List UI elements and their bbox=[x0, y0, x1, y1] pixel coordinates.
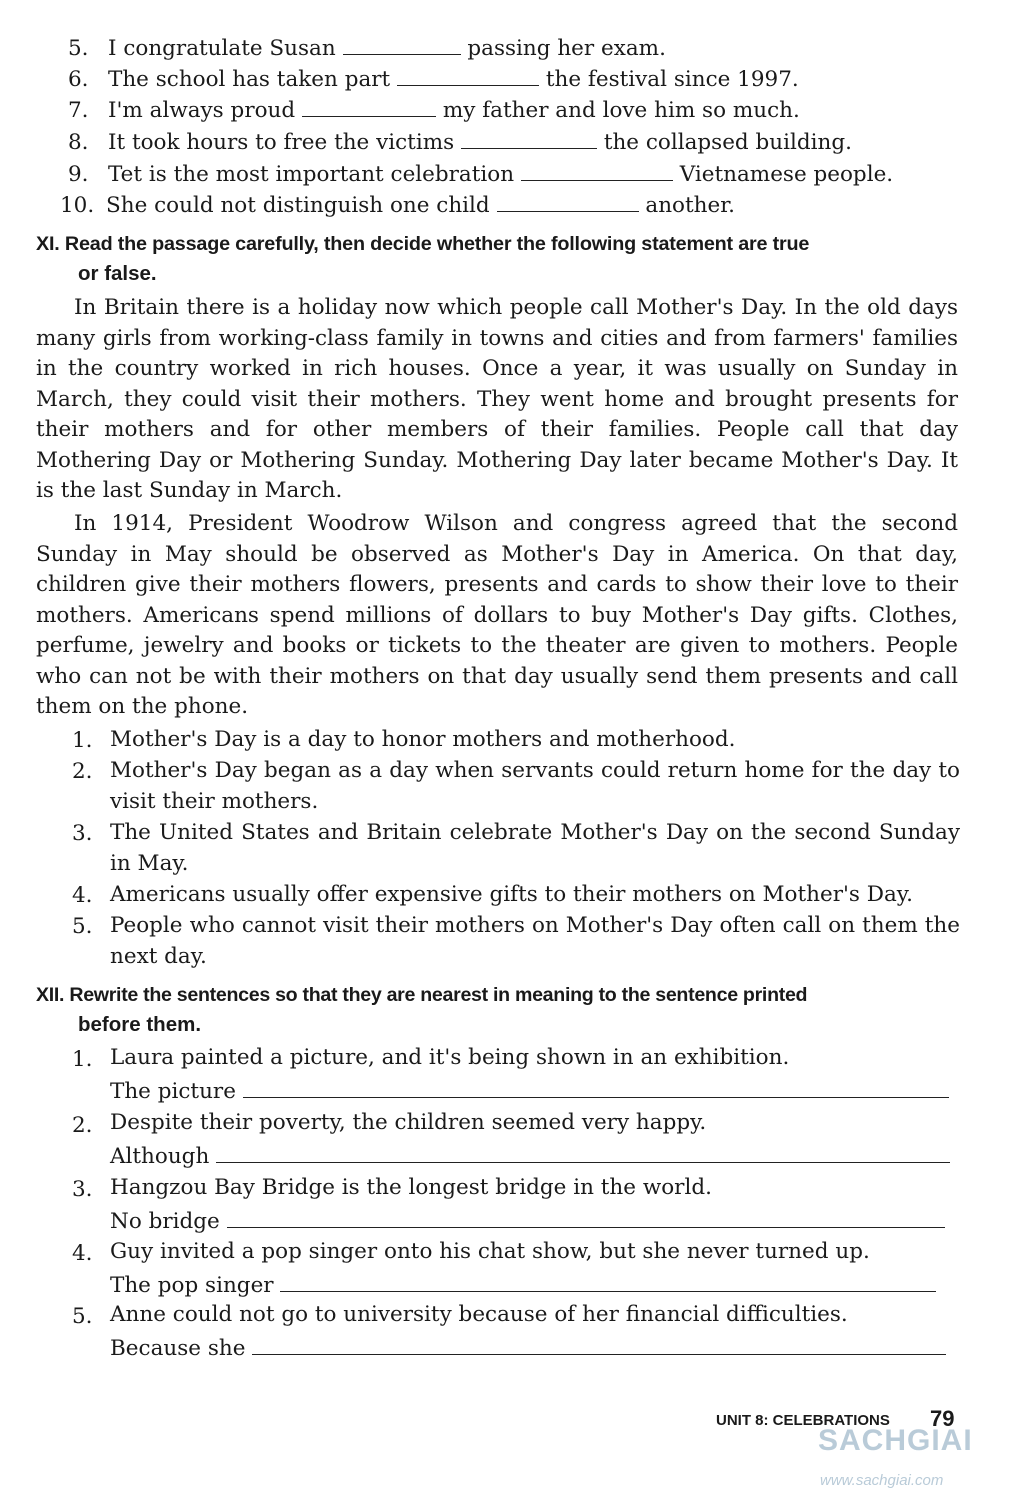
fill-item-before: She could not distinguish one child bbox=[106, 193, 490, 218]
fill-item-num: 7. bbox=[68, 98, 89, 123]
fill-item-num: 5. bbox=[68, 36, 89, 61]
rewrite-answer-line[interactable] bbox=[227, 1209, 945, 1228]
fill-item-num: 10. bbox=[60, 193, 95, 218]
fill-blank[interactable] bbox=[302, 98, 436, 117]
fill-item bbox=[108, 129, 852, 157]
rewrite-prompt: Although bbox=[110, 1144, 210, 1169]
fill-item-after: another. bbox=[645, 193, 735, 218]
fill-item bbox=[108, 97, 800, 125]
fill-item-after: Vietnamese people. bbox=[679, 162, 894, 187]
rewrite-prompt-row bbox=[110, 1208, 945, 1236]
fill-blank[interactable] bbox=[397, 67, 539, 86]
rewrite-num: 3. bbox=[72, 1177, 93, 1202]
fill-item-before: I'm always proud bbox=[108, 98, 296, 123]
fill-item-after: the festival since 1997. bbox=[545, 67, 799, 92]
rewrite-prompt: The picture bbox=[110, 1079, 236, 1104]
rewrite-num: 1. bbox=[72, 1047, 93, 1072]
rewrite-sentence: Anne could not go to university because of her financial difficulties. bbox=[110, 1302, 848, 1327]
watermark-url: www.sachgiai.com bbox=[820, 1472, 944, 1489]
fill-item-before: I congratulate Susan bbox=[108, 36, 336, 61]
rewrite-prompt: No bridge bbox=[110, 1209, 220, 1234]
statement-text: Mother's Day began as a day when servants could return home for the day to visit their mothers. bbox=[110, 758, 960, 814]
rewrite-prompt: Because she bbox=[110, 1336, 246, 1361]
statement-text: People who cannot visit their mothers on Mother's Day often call on them the next day. bbox=[110, 913, 960, 969]
statement-text: Mother's Day is a day to honor mothers and motherhood. bbox=[110, 727, 736, 752]
statement-num: 1. bbox=[72, 728, 93, 753]
fill-item-before: It took hours to free the victims bbox=[108, 130, 455, 155]
rewrite-answer-line[interactable] bbox=[280, 1273, 936, 1292]
passage-paragraph-1: In Britain there is a holiday now which people call Mother's Day. In the old days many girls from working-class family in towns and cities and from farmers' families in the country worked in rich houses. Once a year, it was usually on Sunday in March, they could visit their mothers. They went home and brought presents for their mothers and for other members of their families. People call that day Mothering Day or Mothering Sunday. Mothering Day later became Mother's Day. It is the last Sunday in March. bbox=[36, 295, 958, 503]
statement-text: The United States and Britain celebrate Mother's Day on the second Sunday in May. bbox=[110, 820, 960, 876]
rewrite-answer-line[interactable] bbox=[216, 1144, 950, 1163]
passage-paragraph-2: In 1914, President Woodrow Wilson and congress agreed that the second Sunday in May should be observed as Mother's Day in America. On that day, children give their mothers flowers, presents and cards to show their love to their mothers. Americans spend millions of dollars to buy Mother's Day gifts. Clothes, perfume, jewelry and books or tickets to the theater are given to mothers. People who can not be with their mothers on that day usually send them presents and call them on the phone. bbox=[36, 511, 958, 719]
rewrite-answer-line[interactable] bbox=[252, 1336, 946, 1355]
rewrite-prompt-row bbox=[110, 1078, 949, 1106]
rewrite-num: 4. bbox=[72, 1241, 93, 1266]
fill-item bbox=[108, 161, 893, 189]
statement-text: Americans usually offer expensive gifts to their mothers on Mother's Day. bbox=[110, 882, 913, 907]
rewrite-sentence: Laura painted a picture, and it's being shown in an exhibition. bbox=[110, 1045, 790, 1070]
fill-blank[interactable] bbox=[521, 162, 673, 181]
rewrite-sentence: Despite their poverty, the children seemed very happy. bbox=[110, 1110, 707, 1135]
fill-item-after: my father and love him so much. bbox=[442, 98, 800, 123]
rewrite-prompt: The pop singer bbox=[110, 1273, 274, 1298]
unit-label: UNIT 8: CELEBRATIONS bbox=[716, 1412, 890, 1429]
fill-item bbox=[108, 35, 666, 63]
rewrite-answer-line[interactable] bbox=[243, 1079, 949, 1098]
rewrite-sentence: Guy invited a pop singer onto his chat show, but she never turned up. bbox=[110, 1239, 870, 1264]
fill-item-num: 6. bbox=[68, 67, 89, 92]
fill-item-after: passing her exam. bbox=[467, 36, 666, 61]
statement-num: 2. bbox=[72, 759, 93, 784]
fill-blank[interactable] bbox=[497, 193, 639, 212]
rewrite-num: 2. bbox=[72, 1113, 93, 1138]
section-xi-title: XI. Read the passage carefully, then decide whether the following statement are true or false. bbox=[36, 233, 810, 285]
fill-blank[interactable] bbox=[461, 130, 597, 149]
fill-item-num: 8. bbox=[68, 130, 89, 155]
rewrite-num: 5. bbox=[72, 1304, 93, 1329]
statement-num: 4. bbox=[72, 883, 93, 908]
rewrite-prompt-row bbox=[110, 1272, 936, 1300]
statement-num: 5. bbox=[72, 914, 93, 939]
rewrite-sentence: Hangzou Bay Bridge is the longest bridge in the world. bbox=[110, 1175, 712, 1200]
fill-item-before: The school has taken part bbox=[108, 67, 391, 92]
statement-num: 3. bbox=[72, 821, 93, 846]
rewrite-prompt-row bbox=[110, 1143, 950, 1171]
fill-blank[interactable] bbox=[343, 36, 461, 55]
fill-item bbox=[108, 66, 799, 94]
rewrite-prompt-row bbox=[110, 1335, 946, 1363]
page-number: 79 bbox=[930, 1406, 955, 1431]
fill-item-after: the collapsed building. bbox=[603, 130, 852, 155]
watermark-logo: SACHGIAI bbox=[818, 1424, 973, 1457]
fill-item-num: 9. bbox=[68, 162, 89, 187]
fill-item-before: Tet is the most important celebration bbox=[108, 162, 515, 187]
fill-item bbox=[106, 192, 735, 220]
section-xii-title: XII. Rewrite the sentences so that they are nearest in meaning to the sentence printed before them. bbox=[36, 984, 808, 1036]
